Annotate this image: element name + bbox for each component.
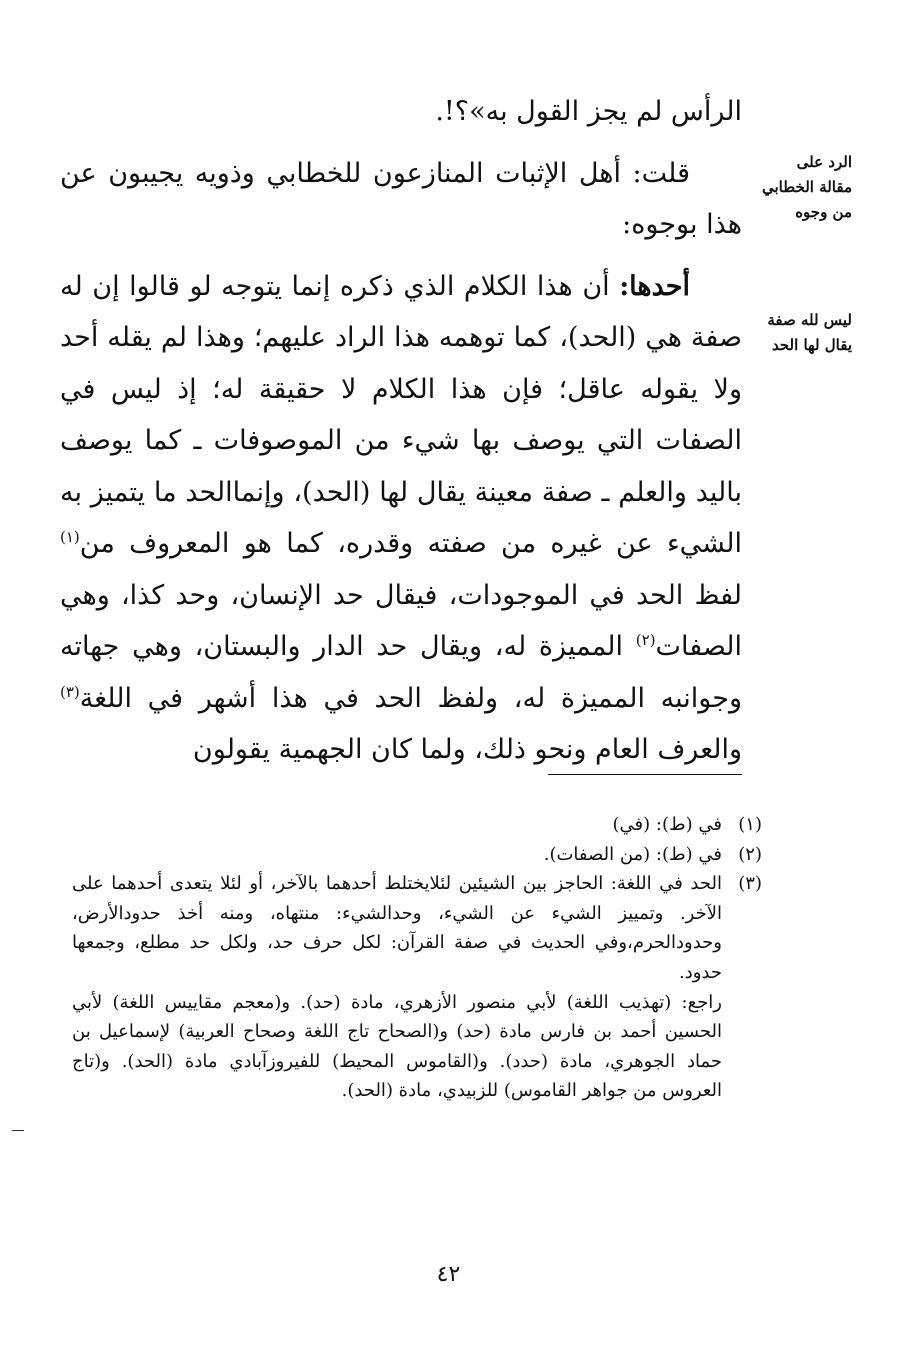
footnote-number: (١) [738, 814, 762, 835]
margin-note-refutation: الرد على مقالة الخطابي من وجوه [762, 153, 852, 221]
footnote-3 [72, 869, 762, 987]
scan-mark [12, 1130, 24, 1131]
main-text [60, 86, 742, 776]
footnote-1 [72, 810, 762, 840]
footnote-3-references: راجع: (تهذيب اللغة) لأبي منصور الأزهري، مادة (حد). و(معجم مقاييس اللغة) لأبي الحسين أحمد بن فارس مادة (حد) و(الصحاح تاج اللغة وصحاح العربية) لإسماعيل بن حماد الجوهري، مادة (حدد). و(القاموس المحيط) للفيروزآبادي مادة (الحد). و(تاج العروس من جواهر القاموس) للزبيدي، مادة (الحد). [72, 991, 722, 1102]
footnote-ref-2[interactable]: (٢) [635, 631, 656, 649]
footnote-number: (٢) [738, 843, 762, 865]
footnote-number: (٣) [738, 873, 762, 895]
paragraph-intro [60, 148, 742, 251]
paragraph-first-reason [60, 261, 742, 776]
footnote-separator [548, 774, 742, 775]
paragraph-text-b: لفظ الحد في الموجودات، فيقال حد الإنسان، وحد كذا، وهي الصفات [60, 579, 742, 662]
lead-word: أحدها: [619, 270, 690, 302]
paragraph-text-a: أن هذا الكلام الذي ذكره إنما يتوجه لو قالوا إن له صفة هي (الحد)، كما توهمه هذا الراد عليهم؛ وهذا لم يقله أحد ولا يقوله عاقل؛ فإن هذا الكلام لا حقيقة له؛ إذ ليس في الصفات التي يوصف بها شيء من الموصوفات ـ كما يوصف باليد والعلم ـ صفة معينة يقال لها (الحد)، وإنماالحد ما يتميز به الشيء عن غيره من صفته وقدره، كما هو المعروف من [60, 270, 742, 559]
footnote-text: الحد في اللغة: الحاجز بين الشيئين لئلايختلط أحدهما بالآخر، أو لئلا يتعدى أحدهما على الآخر. وتمييز الشيء عن الشيء، وحدالشيء: منتهاه، ومنه أخذ حدودالأرض، وحدودالحرم،وفي الحديث في صفة القرآن: لكل حرف حد، ولكل حد مطلع، وجمعها حدود. [72, 873, 723, 983]
footnote-ref-1[interactable]: (١) [60, 528, 80, 546]
paragraph-text-c: المميزة له، ويقال حد الدار والبستان، وهي جهاته وجوانبه المميزة له، ولفظ الحد في هذا أشهر في اللغة [60, 631, 742, 714]
footnote-text: في (ط): (من الصفات). [543, 843, 722, 865]
page-number: ٤٢ [436, 1262, 461, 1287]
footnote-text: في (ط): (في) [612, 814, 722, 835]
paragraph-text-d: والعرف العام ونحو ذلك، ولما كان الجهمية يقولون [192, 734, 742, 765]
footnotes [72, 810, 762, 1106]
paragraph-intro-text: قلت: أهل الإثبات المنازعون للخطابي وذويه يجيبون عن هذا بوجوه: [60, 157, 742, 240]
footnote-2 [72, 840, 762, 870]
margin-note-no-attribute: ليس لله صفة يقال لها الحد [767, 311, 852, 354]
footnote-ref-3[interactable]: (٣) [60, 682, 80, 701]
continuation-line: الرأس لم يجز القول به»؟!. [435, 96, 742, 127]
